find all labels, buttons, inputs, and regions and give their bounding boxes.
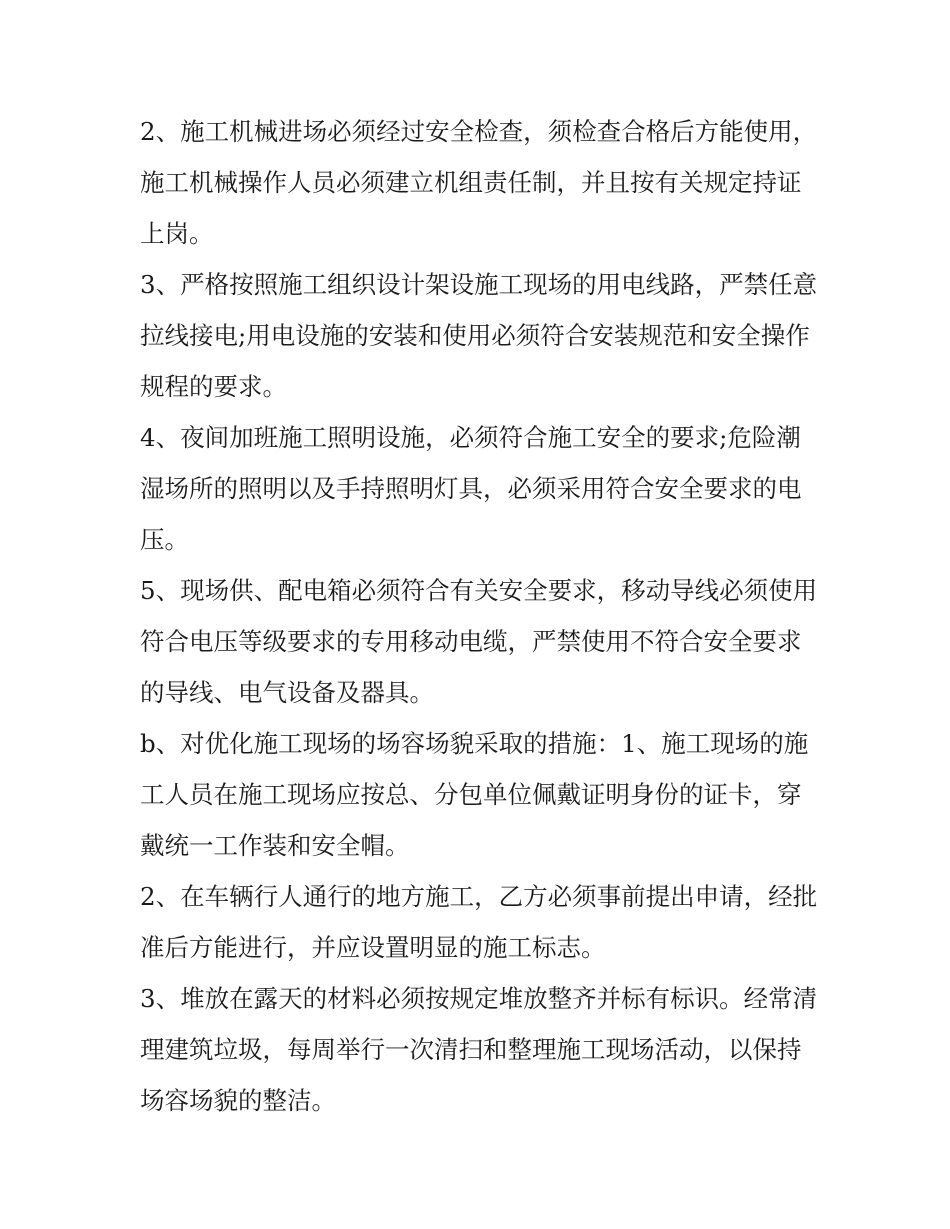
- paragraph-night-lighting: 4、夜间加班施工照明设施，必须符合施工安全的要求;危险潮湿场所的照明以及手持照明灯具，必须采用符合安全要求的电压。: [140, 423, 802, 554]
- document-body: [140, 106, 820, 1126]
- paragraph-site-appearance-measures: b、对优化施工现场的场容场貌采取的措施：1、施工现场的施工人员在施工现场应按总、分包单位佩戴证明身份的证卡，穿戴统一工作装和安全帽。: [140, 729, 809, 860]
- paragraph-distribution-boxes: 5、现场供、配电箱必须符合有关安全要求，移动导线必须使用符合电压等级要求的专用移动电缆，严禁使用不符合安全要求的导线、电气设备及器具。: [140, 576, 818, 707]
- paragraph-machinery-inspection: 2、施工机械进场必须经过安全检查，须检查合格后方能使用，施工机械操作人员必须建立机组责任制，并且按有关规定持证上岗。: [140, 117, 818, 248]
- paragraph-material-storage: 3、堆放在露天的材料必须按规定堆放整齐并标有标识。经常清理建筑垃圾，每周举行一次清扫和整理施工现场活动，以保持场容场貌的整洁。: [140, 984, 818, 1115]
- paragraph-traffic-construction: 2、在车辆行人通行的地方施工，乙方必须事前提出申请，经批准后方能进行，并应设置明显的施工标志。: [140, 882, 818, 962]
- paragraph-power-lines: 3、严格按照施工组织设计架设施工现场的用电线路，严禁任意拉线接电;用电设施的安装和使用必须符合安装规范和安全操作规程的要求。: [140, 270, 818, 401]
